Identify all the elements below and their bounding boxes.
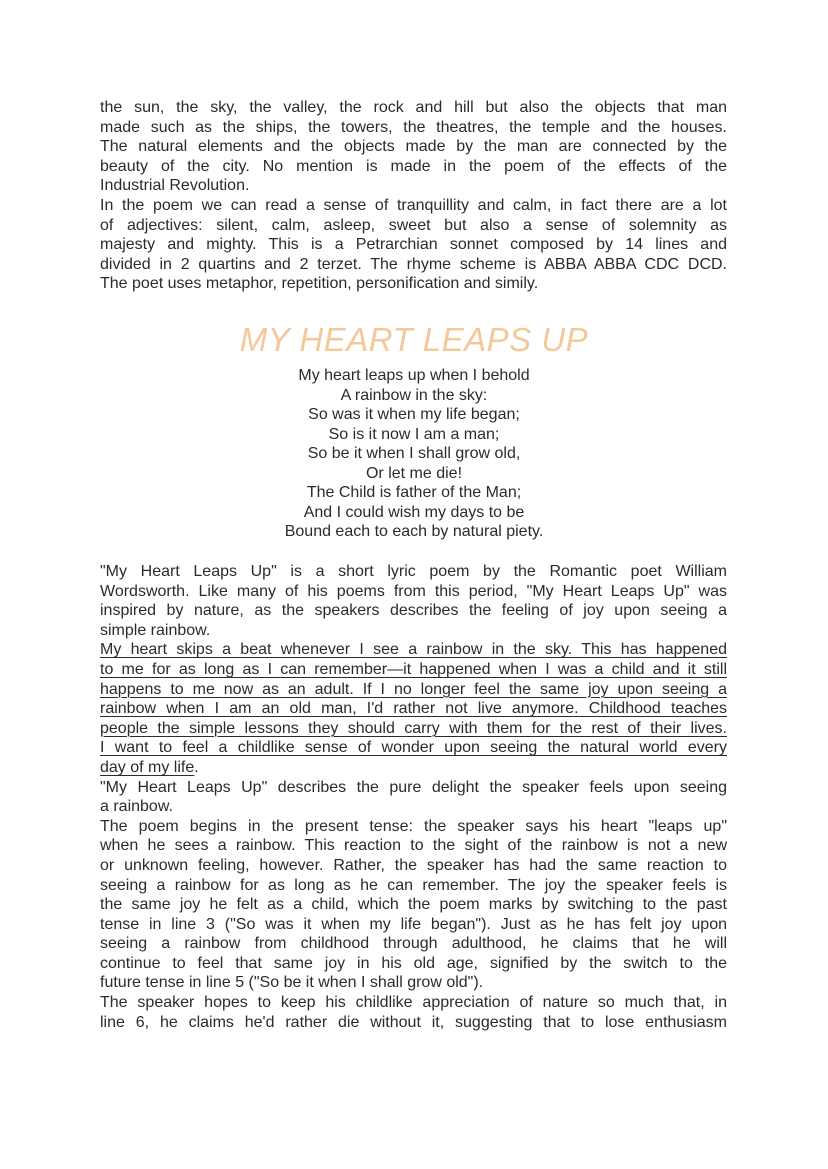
text-line bbox=[100, 973, 727, 993]
intro-text bbox=[100, 98, 727, 294]
text-line-content: happens to me now as an adult. If I no longer feel the same joy upon seeing a bbox=[100, 680, 727, 698]
text-line-content: of adjectives: silent, calm, asleep, sweet but also a sense of solemnity as bbox=[100, 216, 727, 234]
text-line bbox=[100, 660, 727, 680]
text-line-content: "My Heart Leaps Up" describes the pure delight the speaker feels upon seeing bbox=[100, 778, 727, 796]
text-line bbox=[100, 817, 727, 837]
text-line bbox=[100, 216, 727, 236]
text-line-content: seeing a rainbow for as long as he can remember. The joy the speaker feels is bbox=[100, 876, 727, 894]
text-line-content: people the simple lessons they should carry with them for the rest of their lives. bbox=[100, 719, 727, 737]
text-line bbox=[100, 235, 727, 255]
text-line-content: made such as the ships, the towers, the theatres, the temple and the houses. bbox=[100, 118, 727, 136]
text-line-content: Wordsworth. Like many of his poems from this period, "My Heart Leaps Up" was bbox=[100, 582, 727, 600]
text-line-content: The poem begins in the present tense: the speaker says his heart "leaps up" bbox=[100, 817, 727, 835]
poem-line: Or let me die! bbox=[365, 464, 463, 482]
text-line bbox=[100, 274, 727, 294]
poem-line: Bound each to each by natural piety. bbox=[284, 523, 544, 540]
text-line bbox=[100, 1013, 727, 1033]
text-line-content: The speaker hopes to keep his childlike appreciation of nature so much that, in bbox=[100, 994, 727, 1012]
text-line-content: Industrial Revolution. bbox=[100, 177, 250, 195]
text-line bbox=[100, 836, 727, 856]
text-line bbox=[100, 137, 727, 157]
poem-line: And I could wish my days to be bbox=[303, 503, 525, 521]
paragraph bbox=[100, 562, 727, 640]
text-line bbox=[100, 758, 727, 778]
paragraph bbox=[100, 993, 727, 1032]
poem-line: So is it now I am a man; bbox=[328, 425, 500, 443]
text-line bbox=[100, 562, 727, 582]
text-line-content: tense in line 3 ("So was it when my life began"). Just as he has felt joy upon bbox=[100, 915, 727, 933]
text-line bbox=[100, 719, 727, 739]
poem-text bbox=[0, 366, 828, 542]
text-line bbox=[100, 954, 727, 974]
text-line-content: when he sees a rainbow. This reaction to the sight of the rainbow is not a new bbox=[100, 837, 727, 855]
text-line-content: or unknown feeling, however. Rather, the speaker has had the same reaction to bbox=[100, 856, 727, 874]
text-line bbox=[100, 157, 727, 177]
text-line-content: future tense in line 5 ("So be it when I shall grow old"). bbox=[100, 974, 484, 992]
poem-line: My heart leaps up when I behold bbox=[298, 367, 530, 384]
text-line bbox=[100, 915, 727, 935]
text-line-content: majesty and mighty. This is a Petrarchian sonnet composed by 14 lines and bbox=[100, 236, 727, 254]
text-line bbox=[100, 738, 727, 758]
text-line bbox=[100, 680, 727, 700]
text-line bbox=[100, 856, 727, 876]
text-line bbox=[100, 778, 727, 798]
text-line bbox=[100, 98, 727, 118]
text-line bbox=[100, 993, 727, 1013]
text-line-content: The poet uses metaphor, repetition, personification and simily. bbox=[100, 275, 539, 293]
poem-line: So was it when my life began; bbox=[308, 406, 520, 423]
text-line bbox=[100, 934, 727, 954]
paragraph bbox=[100, 196, 727, 294]
paragraph bbox=[100, 778, 727, 817]
text-line bbox=[100, 255, 727, 275]
text-line-content: I want to feel a childlike sense of wonder upon seeing the natural world every bbox=[100, 739, 727, 757]
text-line bbox=[100, 582, 727, 602]
text-line bbox=[100, 895, 727, 915]
text-line bbox=[100, 797, 727, 817]
paragraph bbox=[100, 817, 727, 993]
text-line-content: "My Heart Leaps Up" is a short lyric poem by the Romantic poet William bbox=[100, 563, 727, 580]
text-line bbox=[100, 621, 727, 641]
text-line-content: beauty of the city. No mention is made in the poem of the effects of the bbox=[100, 157, 727, 175]
text-line-content: simple rainbow. bbox=[100, 621, 211, 639]
text-line-content: In the poem we can read a sense of tranquillity and calm, in fact there are a lot bbox=[100, 196, 727, 214]
paragraph bbox=[100, 98, 727, 196]
text-line-content: day of my life bbox=[100, 758, 195, 776]
text-line-content: a rainbow. bbox=[100, 798, 173, 816]
poem-line: A rainbow in the sky: bbox=[340, 386, 488, 404]
poem-line: So be it when I shall grow old, bbox=[307, 445, 521, 462]
text-line-content: the sun, the sky, the valley, the rock and hill but also the objects that man bbox=[100, 99, 727, 116]
trailing-punctuation: . bbox=[194, 758, 199, 776]
poem-title: MY HEART LEAPS UP bbox=[239, 321, 589, 358]
text-line bbox=[100, 876, 727, 896]
text-line bbox=[100, 176, 727, 196]
text-line-content: to me for as long as I can remember—it happened when I was a child and it still bbox=[100, 660, 727, 678]
text-line-content: rainbow when I am an old man, I'd rather not live anymore. Childhood teaches bbox=[100, 700, 727, 718]
text-line bbox=[100, 118, 727, 138]
analysis-text bbox=[100, 562, 727, 1032]
underlined-paragraph bbox=[100, 640, 727, 777]
text-line-content: divided in 2 quartins and 2 terzet. The rhyme scheme is ABBA ABBA CDC DCD. bbox=[100, 255, 727, 273]
text-line-content: My heart skips a beat whenever I see a rainbow in the sky. This has happened bbox=[100, 641, 727, 659]
text-line-content: line 6, he claims he'd rather die without it, suggesting that to lose enthusiasm bbox=[100, 1013, 727, 1031]
text-line bbox=[100, 601, 727, 621]
text-line bbox=[100, 640, 727, 660]
text-line-content: inspired by nature, as the speakers describes the feeling of joy upon seeing a bbox=[100, 602, 727, 620]
text-line-content: seeing a rainbow from childhood through adulthood, he claims that he will bbox=[100, 935, 727, 953]
text-line-content: the same joy he felt as a child, which the poem marks by switching to the past bbox=[100, 896, 727, 914]
text-line bbox=[100, 699, 727, 719]
poem-line: The Child is father of the Man; bbox=[306, 484, 522, 501]
text-line-content: continue to feel that same joy in his old age, signified by the switch to the bbox=[100, 954, 727, 972]
text-line-content: The natural elements and the objects made by the man are connected by the bbox=[100, 138, 727, 156]
text-line bbox=[100, 196, 727, 216]
